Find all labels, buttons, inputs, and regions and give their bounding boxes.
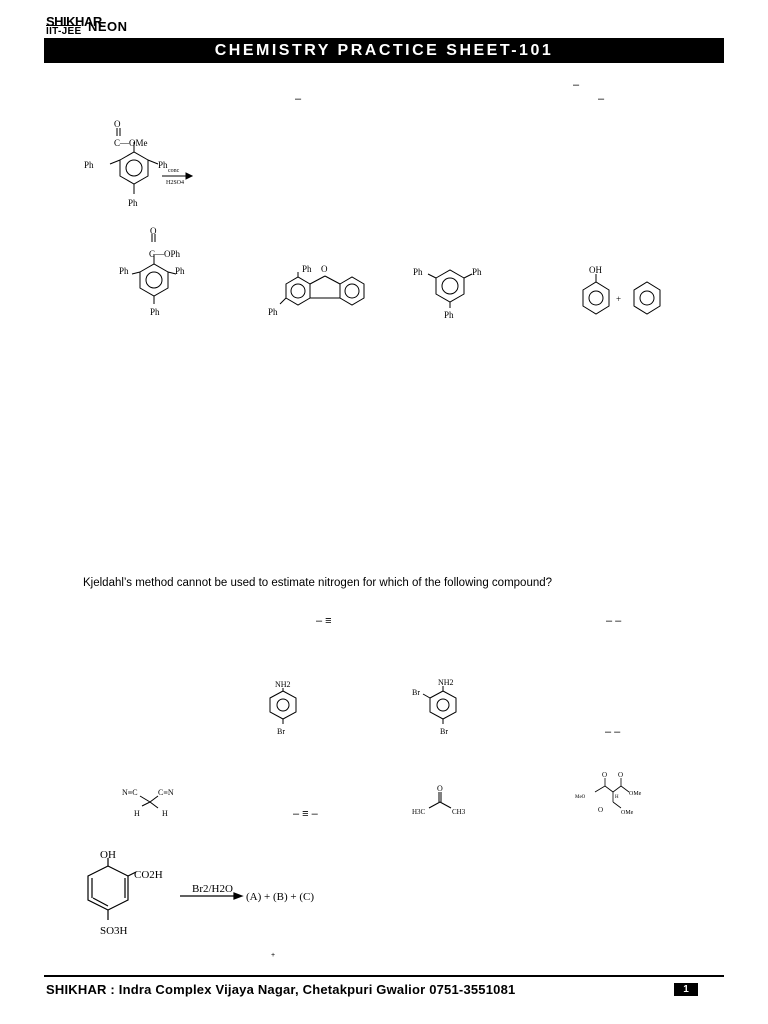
svg-text:O: O xyxy=(618,771,624,779)
logo-neon: NEON xyxy=(88,19,128,34)
svg-text:C—OPh: C—OPh xyxy=(149,249,181,259)
svg-text:OMe: OMe xyxy=(629,791,642,797)
page-title: CHEMISTRY PRACTICE SHEET-101 xyxy=(44,38,724,63)
dash-mark: – xyxy=(295,93,302,105)
reagent-top: conc xyxy=(168,168,180,174)
svg-text:O: O xyxy=(437,784,443,793)
dash-mark: – – xyxy=(606,615,622,627)
svg-text:H: H xyxy=(134,809,140,818)
svg-text:N≡C: N≡C xyxy=(122,788,138,797)
svg-text:Ph: Ph xyxy=(150,307,160,317)
dash-mark: – ≡ xyxy=(316,615,332,627)
svg-text:O: O xyxy=(150,226,157,236)
svg-text:Ph: Ph xyxy=(472,267,482,277)
footer-address: SHIKHAR : Indra Complex Vijaya Nagar, Chetakpuri Gwalior 0751-3551081 xyxy=(46,982,516,997)
svg-text:Ph: Ph xyxy=(413,267,423,277)
footer-divider xyxy=(44,975,724,977)
svg-text:(A) + (B) + (C): (A) + (B) + (C) xyxy=(246,891,315,903)
svg-text:+: + xyxy=(616,294,622,304)
option2b-structure xyxy=(410,674,470,740)
svg-text:OH: OH xyxy=(100,849,116,861)
svg-text:H: H xyxy=(615,795,619,800)
ester-group: C—OMe xyxy=(114,138,148,148)
svg-text:OMe: OMe xyxy=(621,810,634,816)
svg-text:CH3: CH3 xyxy=(452,808,466,816)
svg-text:O: O xyxy=(598,806,604,814)
reaction1-structure xyxy=(80,118,210,218)
option2a-structure xyxy=(258,676,308,740)
svg-text:OH: OH xyxy=(589,265,602,275)
svg-text:Br: Br xyxy=(412,688,420,697)
svg-text:C≡N: C≡N xyxy=(158,788,174,797)
svg-text:O: O xyxy=(321,264,328,274)
svg-text:Br2/H2O: Br2/H2O xyxy=(192,883,233,895)
reagent-bottom: H2SO4 xyxy=(166,180,185,186)
option1d-structure xyxy=(570,262,670,322)
svg-text:Ph: Ph xyxy=(302,264,312,274)
svg-text:Ph: Ph xyxy=(444,310,454,320)
option1a-structure xyxy=(115,226,195,321)
option2c-structure xyxy=(120,782,190,822)
dash-mark: – ≡ – xyxy=(293,808,318,820)
logo-iit-jee: IIT-JEE xyxy=(46,26,82,37)
ph-bottom: Ph xyxy=(128,198,138,208)
dash-mark: – xyxy=(598,93,605,105)
plus-mark: + xyxy=(271,952,276,959)
dash-mark: – – xyxy=(605,726,621,738)
page-number: 1 xyxy=(674,983,698,996)
option2e-structure xyxy=(575,770,650,820)
svg-text:NH2: NH2 xyxy=(438,678,454,687)
svg-text:MeO: MeO xyxy=(575,795,586,800)
svg-text:SO3H: SO3H xyxy=(100,925,128,937)
svg-text:O: O xyxy=(602,771,608,779)
svg-text:CO2H: CO2H xyxy=(134,869,163,881)
option1b-structure xyxy=(268,262,376,322)
svg-text:H3C: H3C xyxy=(412,808,426,816)
reaction3-structure xyxy=(70,848,350,943)
svg-text:Br: Br xyxy=(440,727,448,736)
question-text: Kjeldahl’s method cannot be used to estimate nitrogen for which of the following compound? xyxy=(83,577,553,589)
svg-text:Ph: Ph xyxy=(175,266,185,276)
dash-mark: – xyxy=(573,79,580,91)
option2d-structure xyxy=(412,784,472,818)
option1c-structure xyxy=(410,262,490,322)
svg-text:Br: Br xyxy=(277,727,285,736)
ph-left: Ph xyxy=(84,160,94,170)
svg-text:Ph: Ph xyxy=(268,307,278,317)
carbonyl-o: O xyxy=(114,119,121,129)
ph-right: Ph xyxy=(158,160,168,170)
svg-text:Ph: Ph xyxy=(119,266,129,276)
svg-text:H: H xyxy=(162,809,168,818)
svg-text:NH2: NH2 xyxy=(275,680,291,689)
logo-shikhar: SHIKHAR xyxy=(46,14,102,29)
